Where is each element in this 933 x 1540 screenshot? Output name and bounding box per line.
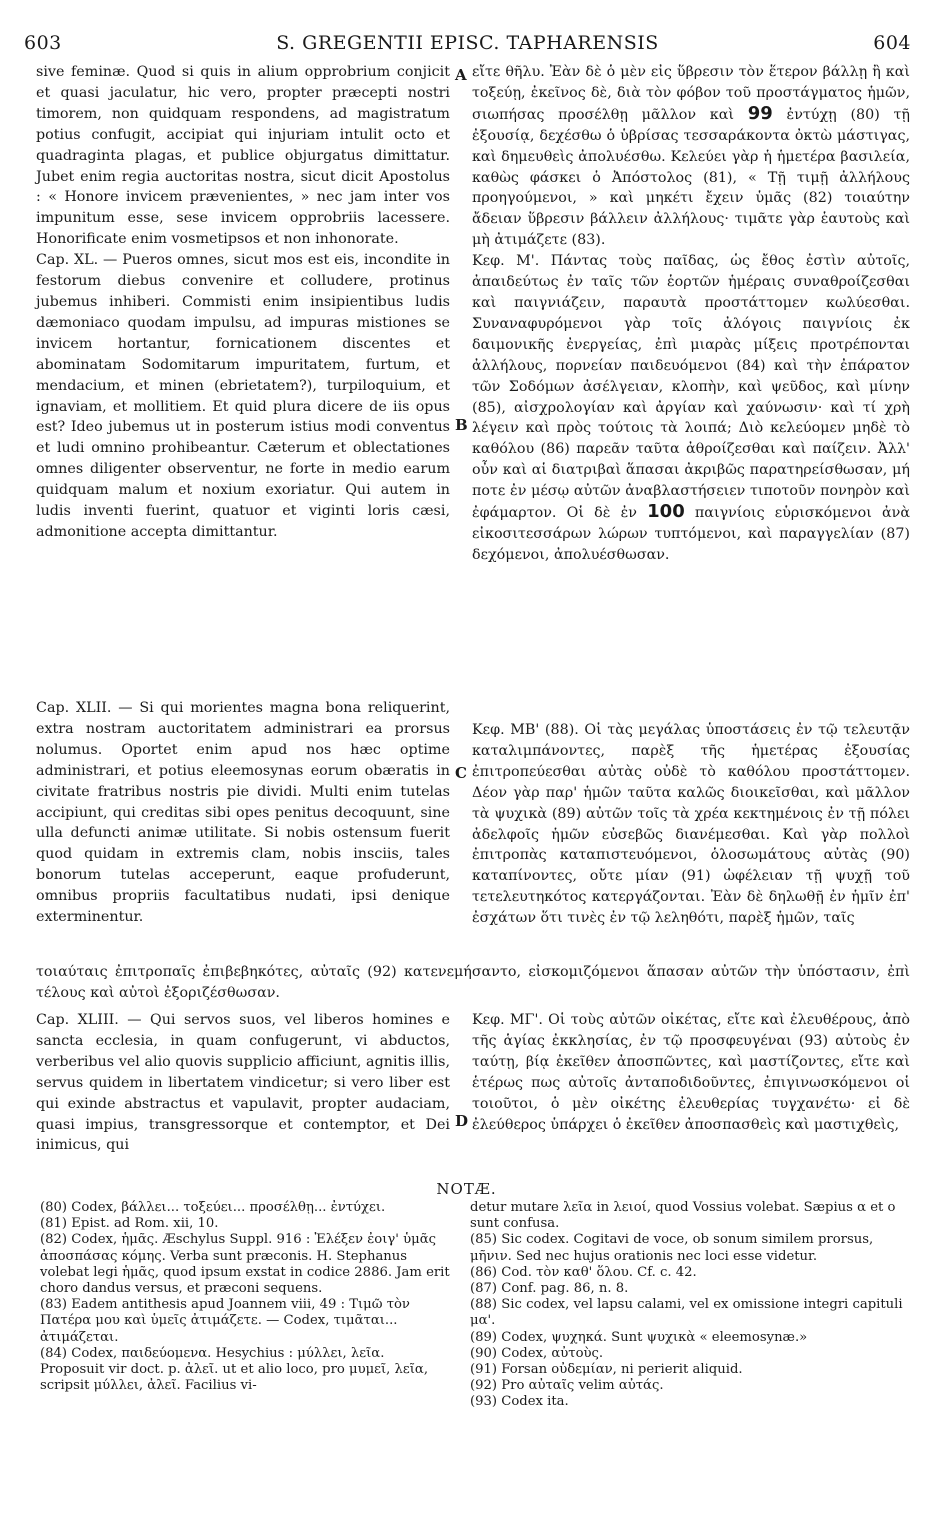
- margin-letter-d: D: [455, 1112, 469, 1130]
- note: (92) Pro αὐταῖς velim αὐτάς.: [470, 1378, 664, 1394]
- latin-column-block-2: [36, 698, 450, 928]
- note: (84) Codex, παιδεύομενα. Hesychius : μύλλει, λεῖα. Proposuit vir doct. p. ἀλεῖ. ut et alio loco, pro μυμεῖ, λεῖα, scripsit μύλλει, ἀλεῖ. Facilius vi-: [40, 1345, 429, 1394]
- note: (88) Sic codex, vel lapsu calami, vel ex omissione integri capituli μα'.: [470, 1297, 903, 1329]
- notes-heading: NOTÆ.: [436, 1180, 497, 1198]
- greek-paragraph: Κεφ. ΜΒ' (88). Οἱ τὰς μεγάλας ὑποστάσεις ἐν τῷ τελευτᾷν καταλιμπάνοντες, παρὲξ τῆς ἡμετέρας ἐξουσίας ἐπιτροπεύεσθαι αὐτὰς οὐδὲ τὸ καθόλου προστάττομεν. Δέον γὰρ παρ' ἡμῶν ταῦτα καλῶς διοικεῖσθαι, καὶ μᾶλλον τὰ ψυχικὰ (89) αὐτῶν τοῖς τὰ χρέα κεκτημένοις ἐν τῇ πόλει ἀδελφοῖς ἡμῶν εὐσεβῶς διανέμεσθαι. Καὶ γὰρ πολλοὶ ἐπιτροπὰς καταπιστευόμενοι, ὁλοσωμάτους αὐτὰς (90) καταπίνοντες, οὔτε μίαν (91) ὠφέλειαν τῇ ψυχῇ τοῦ τετελευτηκότος κατεργάζονται. Ἐὰν δὲ δηλωθῇ ἐν ἡμῖν ἐπ' ἐσχάτων ὅτι τινὲς ἐν τῷ λεληθότι, παρὲξ ἡμῶν, ταῖς: [472, 722, 910, 927]
- left-page-number: 603: [24, 32, 62, 54]
- note: (83) Eadem antithesis apud Joannem viii, 49 : Τιμῶ τὸν Πατέρα μου καὶ ὑμεῖς ἀτιμάζετε. — Codex, τιμᾶται... ἀτιμάζεται.: [40, 1297, 410, 1345]
- greek-column-block-3: [472, 1010, 910, 1135]
- note: (91) Forsan οὐδεμίαν, ni perierit aliquid.: [470, 1362, 743, 1378]
- right-page-number: 604: [873, 32, 911, 54]
- margin-letter-b: B: [455, 416, 468, 434]
- greek-paragraph: Κεφ. ΜΓ'. Οἱ τοὺς αὐτῶν οἰκέτας, εἴτε καὶ ἐλευθέρους, ἀπὸ τῆς ἁγίας ἐκκλησίας, ἐν τῷ προσφευγέναι (93) αὐτοὺς ἐν ταύτῃ, βίᾳ ἐκεῖθεν ἀποσπῶντες, καὶ μαστίζοντες, εἴτε καὶ ἑτέρως πως αὐτοῖς ἀνταποδιδοῦντες, ἐπιγινωσκόμενοι οἱ τοιοῦτοι, ὁ μὲν οἰκέτης ἐλευθερίας τυγχανέτω· εἰ δὲ ἐλεύθερος ὑπάρχει ὁ ἐκεῖθεν ἀποσπασθεὶς καὶ μαστιχθεὶς,: [472, 1012, 910, 1133]
- notes-left-column: [40, 1200, 450, 1394]
- note: (89) Codex, ψυχηκά. Sunt ψυχικὰ « eleemosynæ.»: [470, 1329, 808, 1345]
- note: (85) Sic codex. Cogitavi de voce, ob sonum similem prorsus, μῆνιν. Sed nec hujus orationis nec loci esse videtur.: [470, 1232, 874, 1264]
- note: (82) Codex, ἡμᾶς. Æschylus Suppl. 916 : Ἐλέξεν ἐοιγ' ὑμᾶς ἀποσπάσας κόμης. Verba sunt præconis. H. Stephanus volebat legi ἡμᾶς, quod ipsum exstat in codice 2886. Jam erit choro dandus versus, et præconi sequens.: [40, 1232, 450, 1297]
- latin-column-block-3: [36, 1010, 450, 1156]
- note: (81) Epist. ad Rom. xii, 10.: [40, 1216, 219, 1232]
- page-header: [24, 32, 911, 54]
- latin-paragraph: Cap. XLII. — Si qui morientes magna bona reliquerint, extra nostram auctoritatem administrari ea prorsus nolumus. Oportet enim apud nos hæc optime administrari, et potius eleemosynas eorum obæratis in civitate fratribus nostris pie dividi. Multi enim tutelas accipiunt, qui creditas sibi opes penitus decoquunt, sine ulla defuncti animæ utilitate. Si nobis ostensum fuerit quod quidam in extremis clam, nobis insciis, tales bonorum tutelas acceperunt, eaque profuderunt, omnibus propriis facultatibus nudati, ipsi denique exterminentur.: [36, 700, 450, 926]
- note: (80) Codex, βάλλει... τοξεύει... προσέλθῃ... ἐντύχει.: [40, 1200, 386, 1215]
- margin-letter-a: A: [455, 66, 467, 84]
- latin-paragraph: Cap. XLIII. — Qui servos suos, vel liberos homines e sancta ecclesia, in quam confugerunt, vi abductos, verberibus vel alio quovis supplicio afficiunt, agnitis illis, servus quidem in libertatem vindicetur; si vero liber est qui exinde abstractus et vapulavit, propter audaciam, quasi impius, transgressorque et contemptor, et Dei inimicus, qui: [36, 1012, 450, 1154]
- latin-paragraph: sive feminæ. Quod si quis in alium opprobrium conjicit et quasi jaculatur, hic vero, propter præcepti nostri timorem, non quidquam respondens, ad magistratum potius confugit, accipiat qui injuriam intulit octo et quadraginta plagas, et publice objurgatus dimittatur. Jubet enim regia auctoritas nostra, sicut dicit Apostolus : « Honore invicem prævenientes, » nec jam inter vos impunitum esse, sese invicem opprobriis lacessere. Honorificate enim vosmetipsos et non inhonorate.: [36, 64, 450, 248]
- greek-paragraph: Κεφ. Μ'. Πάντας τοὺς παῖδας, ὡς ἔθος ἐστὶν αὐτοῖς, ἀπαιδεύτως ἐν ταῖς τῶν ἑορτῶν ἡμέραις συναθροίζεσθαι καὶ παιγνιάζειν, παραυτὰ προστάττομεν κωλύεσθαι. Συναναφυρόμενοι γὰρ τοῖς ἀλόγοις παιγνίοις ἐκ δαιμονικῆς ἐνεργείας, ἐπὶ μιαρὰς μίξεις προτρέπονται ἀλλήλους, πορνείαν παιδευόμενοι (84) καὶ τὴν ἐπάρατον τῶν Σοδόμων ἀσέλγειαν, κλοπὴν, καὶ ψεῦδος, καὶ μίνην (85), αἰσχρολογίαν καὶ ἀργίαν καὶ χαύνωσιν· καὶ τί χρὴ λέγειν καὶ πρὸς τούτοις τὰ λοιπά; Διὸ κελεύομεν μηδὲ τὸ καθόλου (86) παρεᾶν ταῦτα ἀθροίζεσθαι καὶ παίζειν. Ἀλλ' οὖν καὶ αἱ διατριβαὶ ἅπασαι ἀκριβῶς παρατηρείσθωσαν, μή ποτε ἐν μέσῳ αὐτῶν ἀναβλαστήσειεν τιποτοῦν πονηρὸν καὶ ἐφάμαρτον. Οἱ δὲ ἐν 100 παιγνίοις εὑρισκόμενοι ἀνὰ εἰκοσιτεσσάρων λώρων τυπτόμενοι, καὶ παραγγελίαν (87) δεχόμενοι, ἀπολυέσθωσαν.: [472, 253, 910, 563]
- latin-paragraph: Cap. XL. — Pueros omnes, sicut mos est eis, incondite in festorum diebus convenire et colludere, protinus jubemus inhiberi. Commisti enim insipientibus ludis dæmoniaco quodam impulsu, ad impuras mistiones se invicem hortantur, fornicationem discentes et abominatam Sodomitarum impuritatem, furtum, et mendacium, et minen (ebrietatem?), turpiloquium, et ignaviam, et mollitiem. Et quid plura dicere de iis opus est? Ideo jubemus ut in posterum istius modi conventus et ludi omnino prohibeantur. Cæterum et oblectationes omnes diligenter observentur, ne forte in medio earum quidquam malum et noxium exoriatur. Qui autem in ludis inventi fuerint, quatuor et viginti loris cæsi, admonitione accepta dimittantur.: [36, 252, 450, 540]
- latin-column-block-1: [36, 62, 450, 543]
- note: (86) Cod. τὸν καθ' ὅλου. Cf. c. 42.: [470, 1264, 697, 1280]
- page-marker-100: 100: [647, 501, 685, 523]
- greek-paragraph: εἴτε θῆλυ. Ἐὰν δὲ ὁ μὲν εἰς ὕβρεσιν τὸν ἕτερον βάλλῃ ἢ καὶ τοξεύῃ, ἐκεῖνος δὲ, διὰ τὸν φόβον τοῦ προστάγματος ἡμῶν, σιωπήσας προσέλθῃ μᾶλλον καὶ 99 ἐντύχῃ (80) τῇ ἐξουσίᾳ, δεχέσθω ὁ ὑβρίσας τεσσαράκοντα ὀκτὼ μάστιγας, καὶ δημευθεὶς ἀπολυέσθω. Κελεύει γὰρ ἡ ἡμετέρα βασιλεία, καθὼς φάσκει ὁ Ἀπόστολος (81), « Τῇ τιμῇ ἀλλήλους προηγούμενοι, » καὶ μηκέτι ἔχειν ὑμᾶς (82) τοιαύτην ἄδειαν ὕβρεσιν βάλλειν ἀλλήλους· τιμᾶτε γὰρ ἑαυτοὺς καὶ μὴ ἀτιμάζετε (83).: [472, 64, 910, 249]
- page-marker-99: 99: [747, 102, 773, 124]
- notes-right-column: [470, 1200, 910, 1411]
- running-title: S. GREGENTII EPISC. TAPHARENSIS: [276, 32, 659, 54]
- full-width-line: [36, 962, 910, 1004]
- note: (90) Codex, αὐτοὺς.: [470, 1345, 604, 1361]
- greek-paragraph: τοιαύταις ἐπιτροπαῖς ἐπιβεβηκότες, αὐταῖς (92) κατενεμήσαντο, εἰσκομιζόμενοι ἅπασαν αὐτῶν τὴν ὑπόστασιν, ἐπὶ τέλους καὶ αὐτοὶ ἐξοριζέσθωσαν.: [36, 964, 910, 1001]
- note: (87) Conf. pag. 86, n. 8.: [470, 1281, 629, 1297]
- greek-column-block-2: [472, 720, 910, 929]
- note: detur mutare λεῖα in λειοί, quod Vossius volebat. Sæpius α et ο sunt confusa.: [470, 1200, 896, 1232]
- margin-letter-c: C: [455, 764, 467, 782]
- greek-column-block-1: [472, 62, 910, 566]
- note: (93) Codex ita.: [470, 1394, 569, 1410]
